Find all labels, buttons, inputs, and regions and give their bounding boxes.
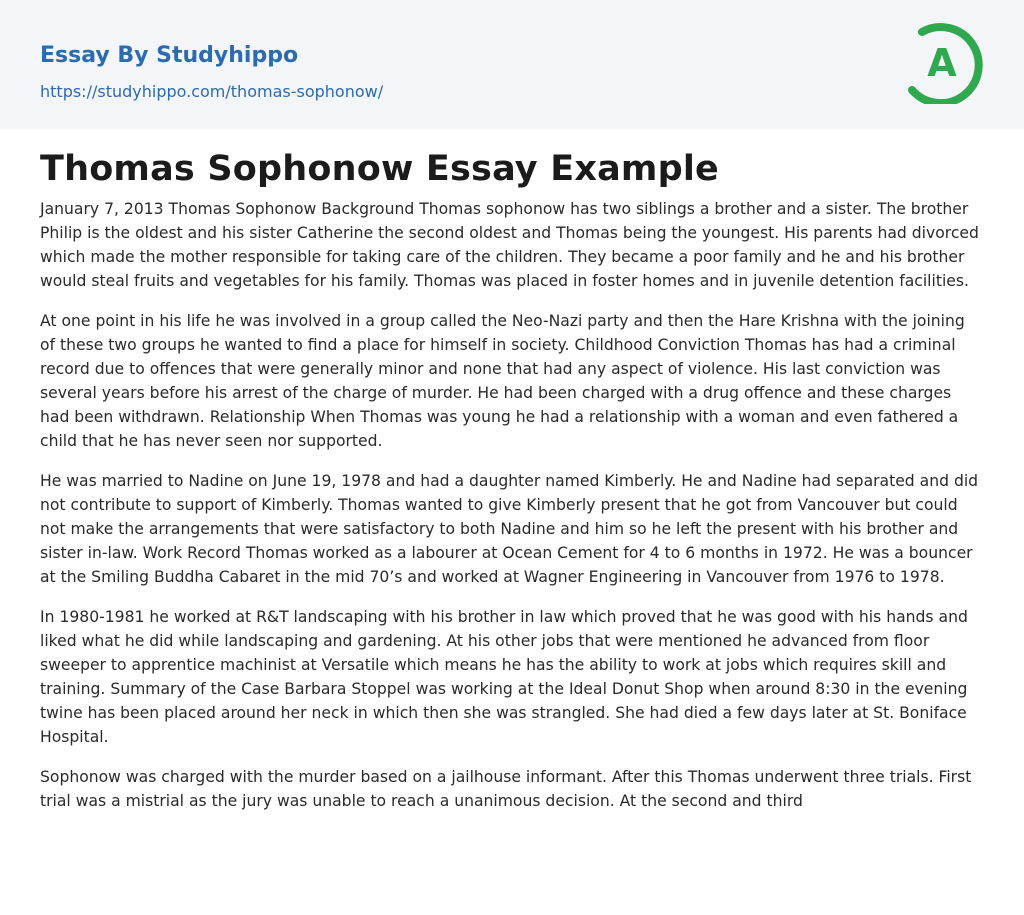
source-url-link[interactable]: https://studyhippo.com/thomas-sophonow/: [40, 82, 384, 101]
article-paragraph: He was married to Nadine on June 19, 1978 and had a daughter named Kimberly. He and Nadine had separated and did not contribute to support of Kimberly. Thomas wanted to give Kimberly present that he got from Vancouver but could not make the arrangements that were satisfactory to both Nadine and him so he left the present with his brother and sister in-law. Work Record Thomas worked as a labourer at Ocean Cement for 4 to 6 months in 1972. He was a bouncer at the Smiling Buddha Cabaret in the mid 70’s and worked at Wagner Engineering in Vancouver from 1976 to 1978.: [40, 472, 979, 586]
article-paragraph: Sophonow was charged with the murder based on a jailhouse informant. After this Thomas underwent three trials. First trial was a mistrial as the jury was unable to reach a unanimous decision. At the second and third: [40, 768, 972, 810]
logo-letter: A: [927, 41, 957, 85]
site-brand[interactable]: Essay By Studyhippo: [40, 43, 299, 68]
studyhippo-logo-icon[interactable]: [900, 20, 984, 104]
article-paragraph: January 7, 2013 Thomas Sophonow Background Thomas sophonow has two siblings a brother and a sister. The brother Philip is the oldest and his sister Catherine the second oldest and Thomas being the youngest. His parents had divorced which made the mother responsible for taking care of the children. They became a poor family and he and his brother would steal fruits and vegetables for his family. Thomas was placed in foster homes and in juvenile detention facilities.: [40, 200, 979, 290]
article-paragraph: In 1980-1981 he worked at R&T landscaping with his brother in law which proved that he was good with his hands and liked what he did while landscaping and gardening. At his other jobs that were mentioned he advanced from floor sweeper to apprentice machinist at Versatile which means he has the ability to work at jobs which requires skill and training. Summary of the Case Barbara Stoppel was working at the Ideal Donut Shop when around 8:30 in the evening twine has been placed around her neck in which then she was strangled. She had died a few days later at St. Boniface Hospital.: [40, 608, 968, 746]
page-title: Thomas Sophonow Essay Example: [40, 149, 719, 189]
article-content: [0, 129, 1024, 813]
site-header: [0, 0, 1024, 129]
article-paragraph: At one point in his life he was involved in a group called the Neo-Nazi party and then the Hare Krishna with the joining of these two groups he wanted to find a place for himself in society. Childhood Conviction Thomas has had a criminal record due to offences that were generally minor and none that had any aspect of violence. His last conviction was several years before his arrest of the charge of murder. He had been charged with a drug offence and these charges had been withdrawn. Relationship When Thomas was young he had a relationship with a woman and even fathered a child that he has never seen nor supported.: [40, 312, 965, 450]
